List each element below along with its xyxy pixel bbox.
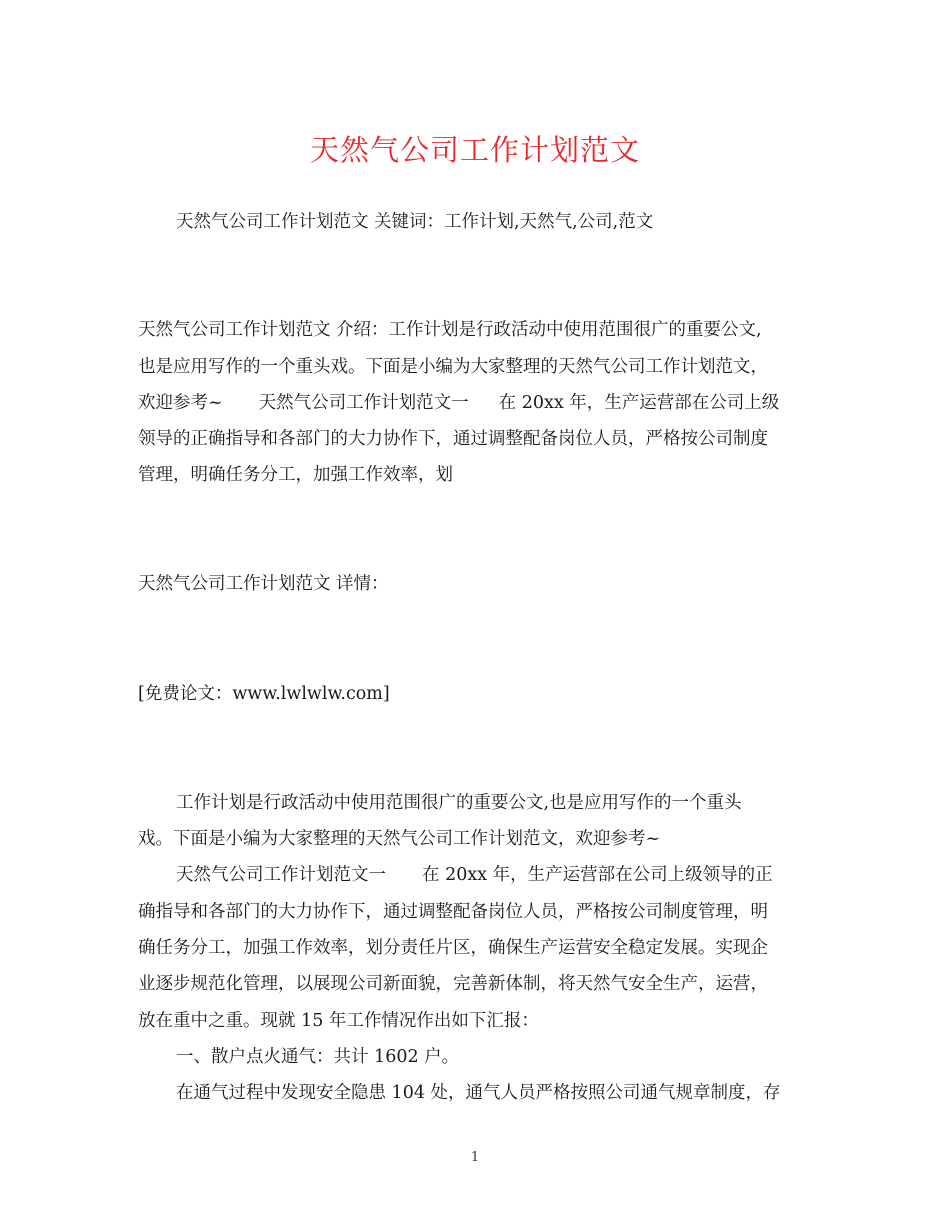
intro-line-4: 领导的正确指导和各部门的大力协作下，通过调整配备岗位人员，严格按公司制度	[138, 429, 768, 449]
details-label: 天然气公司工作计划范文 详情：	[138, 574, 389, 594]
intro-line-3-part-c: 在 20xx 年，生产运营部在公司上级	[498, 393, 780, 413]
body-paragraph-2-line-2: 确指导和各部门的大力协作下，通过调整配备岗位人员，严格按公司制度管理，明	[138, 902, 768, 922]
body-paragraph-2-line-4: 业逐步规范化管理，以展现公司新面貌，完善新体制，将天然气安全生产，运营，	[138, 974, 768, 994]
intro-line-5: 管理，明确任务分工，加强工作效率，划	[138, 465, 453, 485]
intro-line-2: 也是应用写作的一个重头戏。下面是小编为大家整理的天然气公司工作计划范文，	[138, 357, 768, 377]
intro-line-3-part-b: 天然气公司工作计划范文一	[258, 393, 469, 413]
body-paragraph-2-line-1	[176, 863, 773, 887]
body-paragraph-2-line-1-part-b: 在 20xx 年，生产运营部在公司上级领导的正	[422, 865, 773, 885]
keywords-line: 天然气公司工作计划范文 关键词：工作计划,天然气,公司,范文	[176, 212, 654, 232]
body-paragraph-2-line-3: 确任务分工，加强工作效率，划分责任片区，确保生产运营安全稳定发展。实现企	[138, 938, 768, 958]
source-note: [免费论文：www.lwlwlw.com]	[138, 684, 390, 704]
body-paragraph-2-line-5: 放在重中之重。现就 15 年工作情况作出如下汇报：	[138, 1011, 539, 1031]
body-paragraph-3: 一、散户点火通气：共计 1602 户。	[176, 1047, 460, 1067]
page-number: 1	[470, 1150, 480, 1165]
intro-line-3	[138, 391, 779, 415]
body-paragraph-4: 在通气过程中发现安全隐患 104 处，通气人员严格按照公司通气规章制度，存	[176, 1083, 781, 1103]
body-paragraph-1-line-2: 戏。下面是小编为大家整理的天然气公司工作计划范文，欢迎参考~	[138, 829, 661, 849]
document-title: 天然气公司工作计划范文	[309, 133, 640, 167]
body-paragraph-1-line-1: 工作计划是行政活动中使用范围很广的重要公文,也是应用写作的一个重头	[176, 793, 742, 813]
intro-line-1: 天然气公司工作计划范文 介绍：工作计划是行政活动中使用范围很广的重要公文,	[138, 320, 762, 340]
intro-line-3-part-a: 欢迎参考~	[138, 393, 223, 413]
body-paragraph-2-line-1-part-a: 天然气公司工作计划范文一	[176, 865, 386, 885]
